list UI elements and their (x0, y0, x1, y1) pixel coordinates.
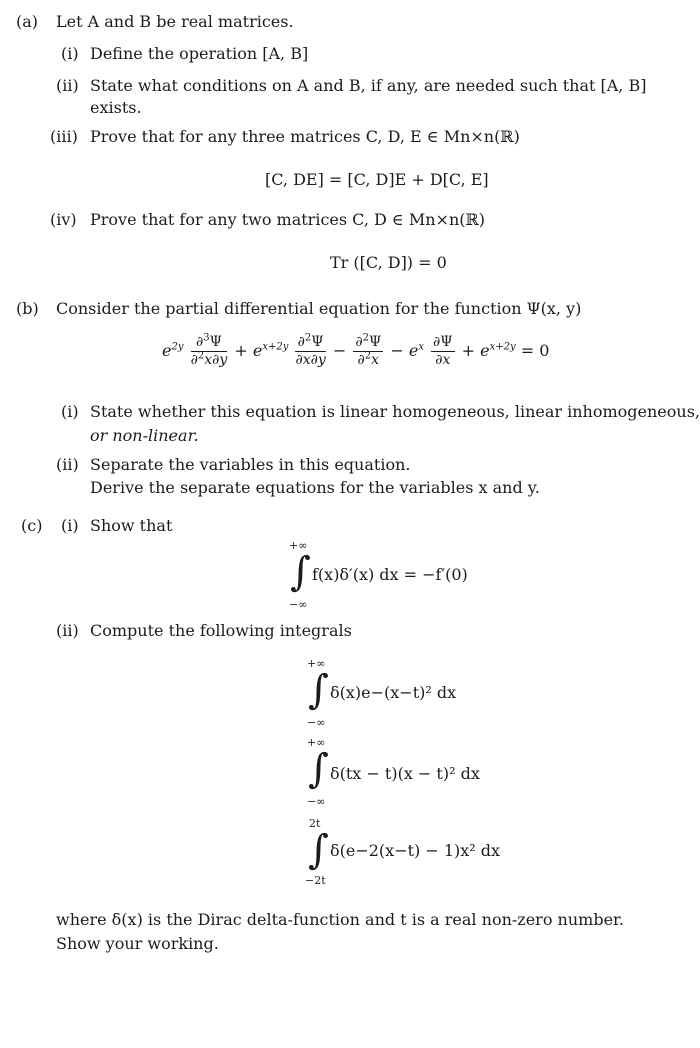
integral-1-sign: ∫ (308, 667, 329, 713)
part-c-i-text: Show that (90, 516, 173, 535)
part-b-i-text-1: State whether this equation is linear homogeneous, linear inhomogeneous, (90, 402, 700, 421)
part-a-iv-label: (iv) (50, 210, 77, 229)
integral-lower-limit: −∞ (289, 598, 308, 611)
part-b-ii-text-2: Derive the separate equations for the variables x and y. (90, 478, 540, 497)
part-a-label: (a) (16, 12, 39, 31)
part-b-i-label: (i) (61, 402, 79, 421)
integral-3-lower-limit: −2t (305, 874, 326, 887)
part-a-i-text: Define the operation [A, B] (90, 44, 309, 63)
integral-2-lower-limit: −∞ (307, 795, 326, 808)
integral-2-sign: ∫ (308, 746, 329, 792)
part-a-ii-text-2: exists. (90, 98, 142, 117)
part-b-i-text-2: or non-linear. (90, 426, 199, 445)
integral-2-expression: δ(tx − t)(x − t)² dx (330, 764, 480, 783)
footer-text-2: Show your working. (56, 934, 219, 953)
integral-1-upper-limit: +∞ (307, 657, 326, 670)
part-a-iii-label: (iii) (50, 127, 78, 146)
integral-sign: ∫ (290, 549, 311, 595)
part-b-ii-text-1: Separate the variables in this equation. (90, 455, 411, 474)
part-a-ii-label: (ii) (56, 76, 79, 95)
part-c-i-equation: f(x)δ′(x) dx = −f′(0) (312, 565, 468, 584)
integral-upper-limit: +∞ (289, 539, 308, 552)
part-a-iii-equation: [C, DE] = [C, D]E + D[C, E] (265, 170, 489, 189)
part-a-iii-text: Prove that for any three matrices C, D, E ∈ Mn×n(ℝ) (90, 127, 520, 146)
integral-3-sign: ∫ (308, 827, 329, 873)
integral-1-lower-limit: −∞ (307, 716, 326, 729)
integral-1-expression: δ(x)e−(x−t)² dx (330, 683, 457, 702)
integral-3-expression: δ(e−2(x−t) − 1)x² dx (330, 841, 501, 860)
part-a-i-label: (i) (61, 44, 79, 63)
part-c-i-label: (i) (61, 516, 79, 535)
part-a-iv-equation: Tr ([C, D]) = 0 (330, 253, 447, 272)
part-c-ii-label: (ii) (56, 621, 79, 640)
footer-text-1: where δ(x) is the Dirac delta-function and t is a real non-zero number. (56, 910, 625, 929)
pde-equation: $e^{2y}$ $\frac{\partial^3\Psi}{\partial^2x\partial y}$ + $e^{x+2y}$ $\frac{\partial^2\Psi}{\partial x\partial y}$ − $\frac{\partial^2\Psi}{\partial^2x}$ − $e^x$ $\frac{\partial\Psi}{\partial x}$ + $e^{x+2y} = 0$ (162, 332, 550, 368)
part-b-label: (b) (16, 299, 39, 318)
part-c-label: (c) (21, 516, 43, 535)
part-a-intro: Let A and B be real matrices. (56, 12, 294, 31)
part-a-iv-text: Prove that for any two matrices C, D ∈ Mn×n(ℝ) (90, 210, 486, 229)
part-a-ii-text-1: State what conditions on A and B, if any, are needed such that [A, B] (90, 76, 647, 95)
part-c-ii-text: Compute the following integrals (90, 621, 352, 640)
integral-3-upper-limit: 2t (309, 817, 321, 830)
part-b-intro: Consider the partial differential equation for the function Ψ(x, y) (56, 299, 582, 318)
part-b-ii-label: (ii) (56, 455, 79, 474)
integral-2-upper-limit: +∞ (307, 736, 326, 749)
